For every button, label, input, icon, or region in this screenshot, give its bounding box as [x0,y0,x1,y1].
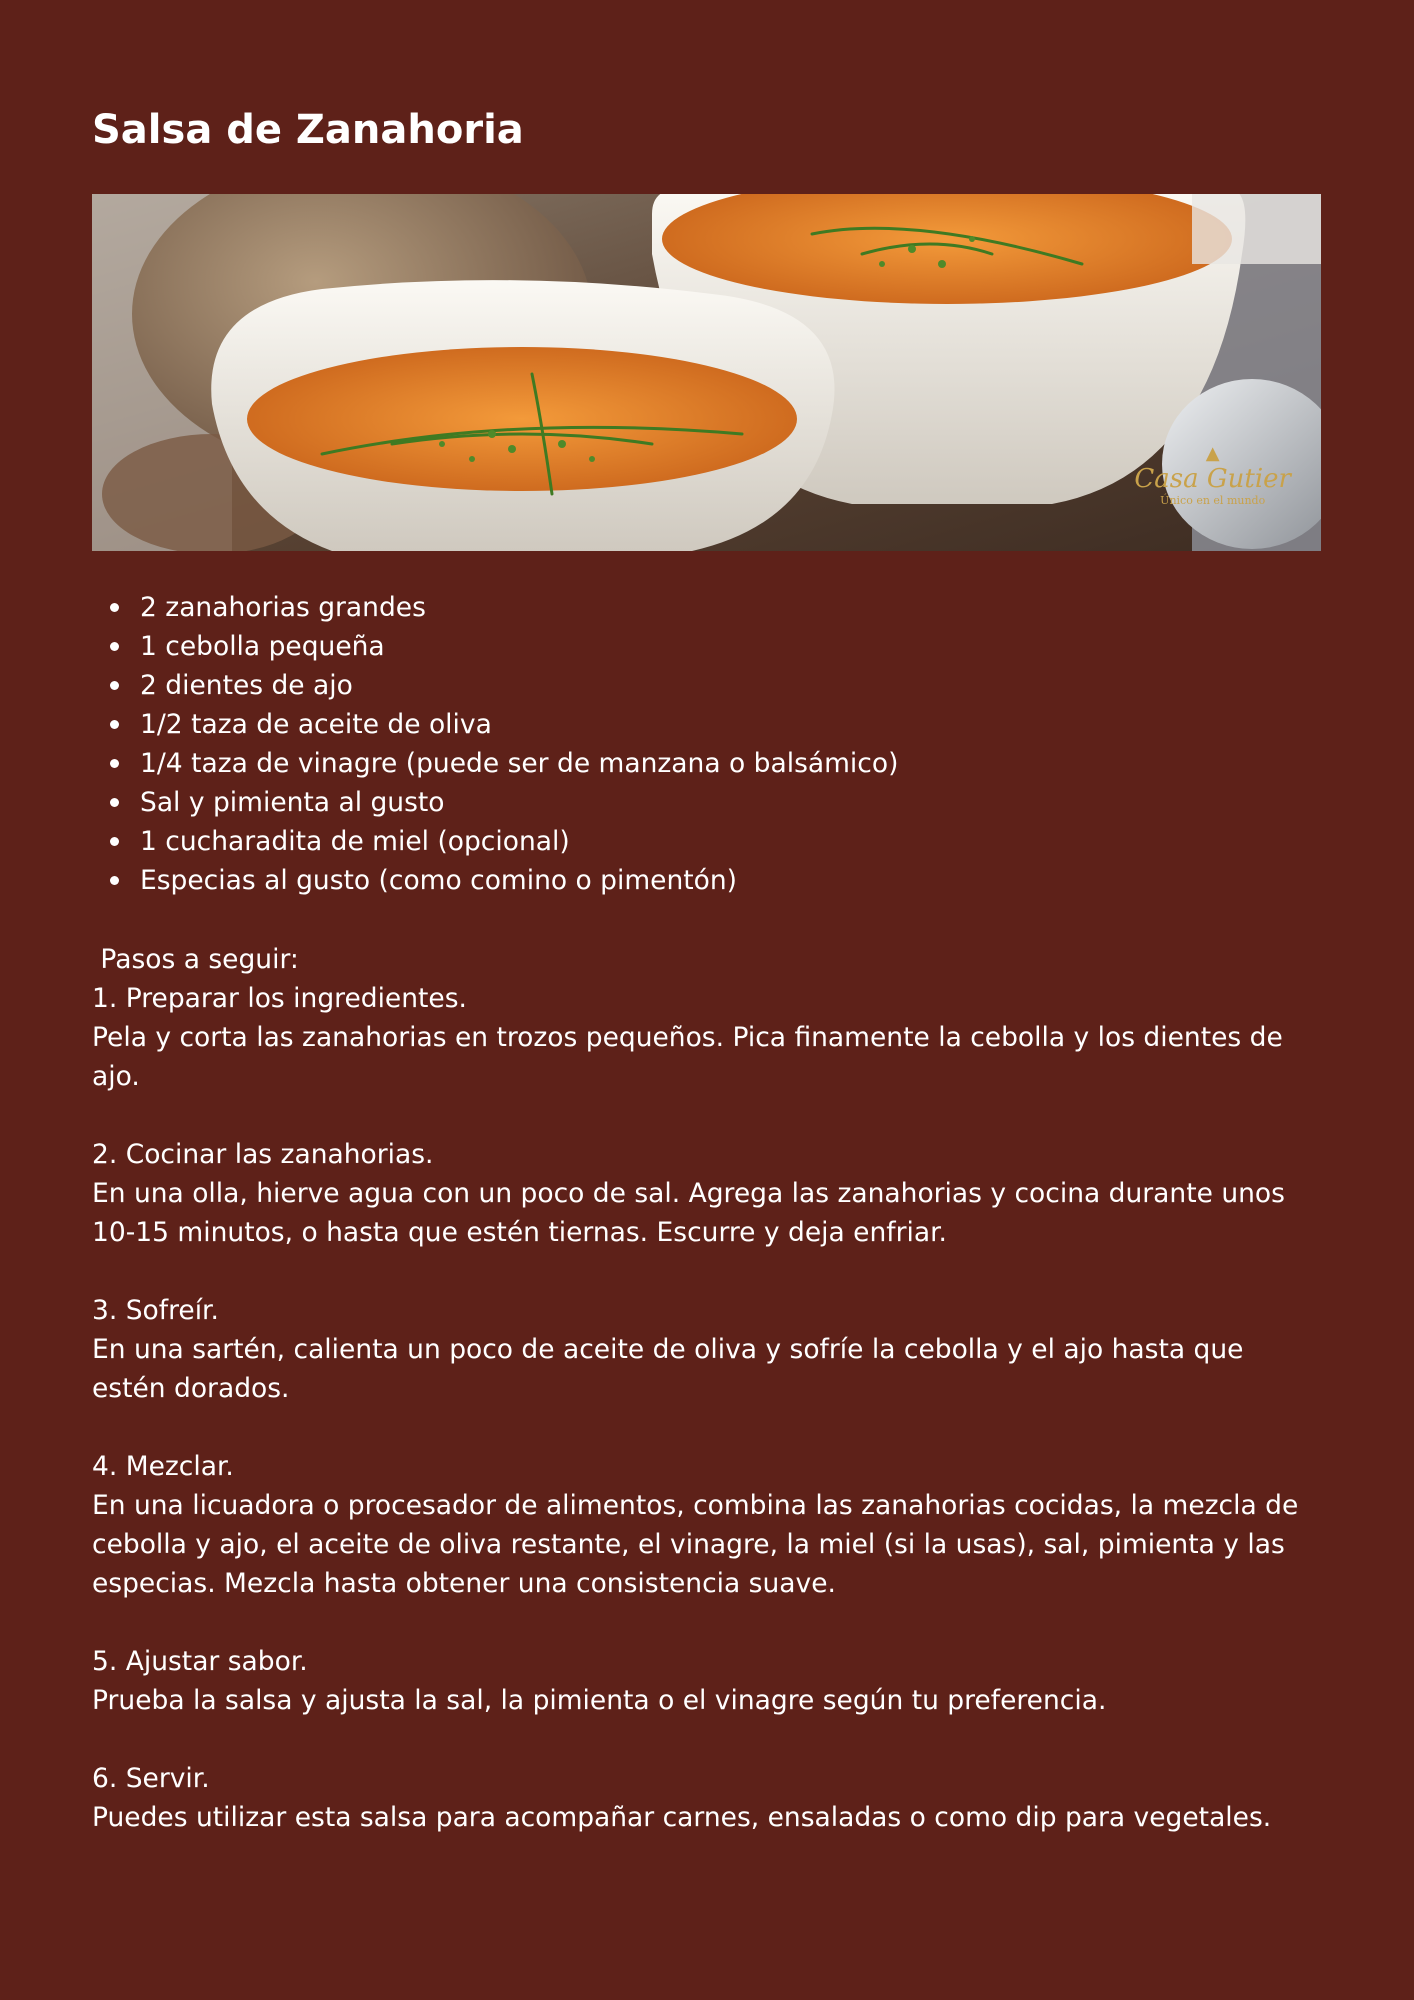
ingredient-item: Especias al gusto (como comino o pimentón) [140,861,898,900]
step-item [92,1759,1322,1837]
step-heading: 5. Ajustar sabor. [92,1646,308,1677]
ingredients-list [92,588,898,900]
brand-tagline: Único en el mundo [1160,494,1266,507]
brand-watermark [1134,444,1291,508]
ingredient-item: 2 dientes de ajo [140,666,898,705]
step-text: En una olla, hierve agua con un poco de sal. Agrega las zanahorias y cocina durante unos 10-15 minutos, o hasta que estén tiernas. Escurre y deja enfriar. [92,1178,1285,1248]
ingredient-item: 1/4 taza de vinagre (puede ser de manzana o balsámico) [140,744,898,783]
ingredient-item: 1/2 taza de aceite de oliva [140,705,898,744]
step-heading: 1. Preparar los ingredientes. [92,983,467,1014]
step-item [92,979,1322,1096]
step-item [92,1642,1322,1720]
step-text: Pela y corta las zanahorias en trozos pequeños. Pica finamente la cebolla y los dientes de ajo. [92,1022,1283,1092]
steps-section [92,940,1322,1876]
step-text: En una licuadora o procesador de alimentos, combina las zanahorias cocidas, la mezcla de cebolla y ajo, el aceite de oliva restante, el vinagre, la miel (si la usas), sal, pimienta y las especias. Mezcla hasta obtener una consistencia suave. [92,1490,1299,1599]
ingredient-item: 1 cebolla pequeña [140,627,898,666]
step-item [92,1291,1322,1408]
step-heading: 2. Cocinar las zanahorias. [92,1139,434,1170]
step-heading: 6. Servir. [92,1763,210,1794]
recipe-photo [92,194,1321,551]
bull-icon: ▲ [1205,443,1220,464]
step-item [92,1447,1322,1603]
page-title: Salsa de Zanahoria [92,107,524,153]
steps-intro: Pasos a seguir: [92,944,299,975]
ingredient-item: 1 cucharadita de miel (opcional) [140,822,898,861]
ingredient-item: 2 zanahorias grandes [140,588,898,627]
step-text: Prueba la salsa y ajusta la sal, la pimienta o el vinagre según tu preferencia. [92,1685,1107,1716]
step-text: Puedes utilizar esta salsa para acompañar carnes, ensaladas o como dip para vegetales. [92,1802,1272,1833]
ingredient-item: Sal y pimienta al gusto [140,783,898,822]
step-item [92,1135,1322,1252]
step-text: En una sartén, calienta un poco de aceite de oliva y sofríe la cebolla y el ajo hasta que estén dorados. [92,1334,1244,1404]
step-heading: 3. Sofreír. [92,1295,219,1326]
brand-name: Casa Gutier [1134,464,1291,494]
step-heading: 4. Mezclar. [92,1451,234,1482]
